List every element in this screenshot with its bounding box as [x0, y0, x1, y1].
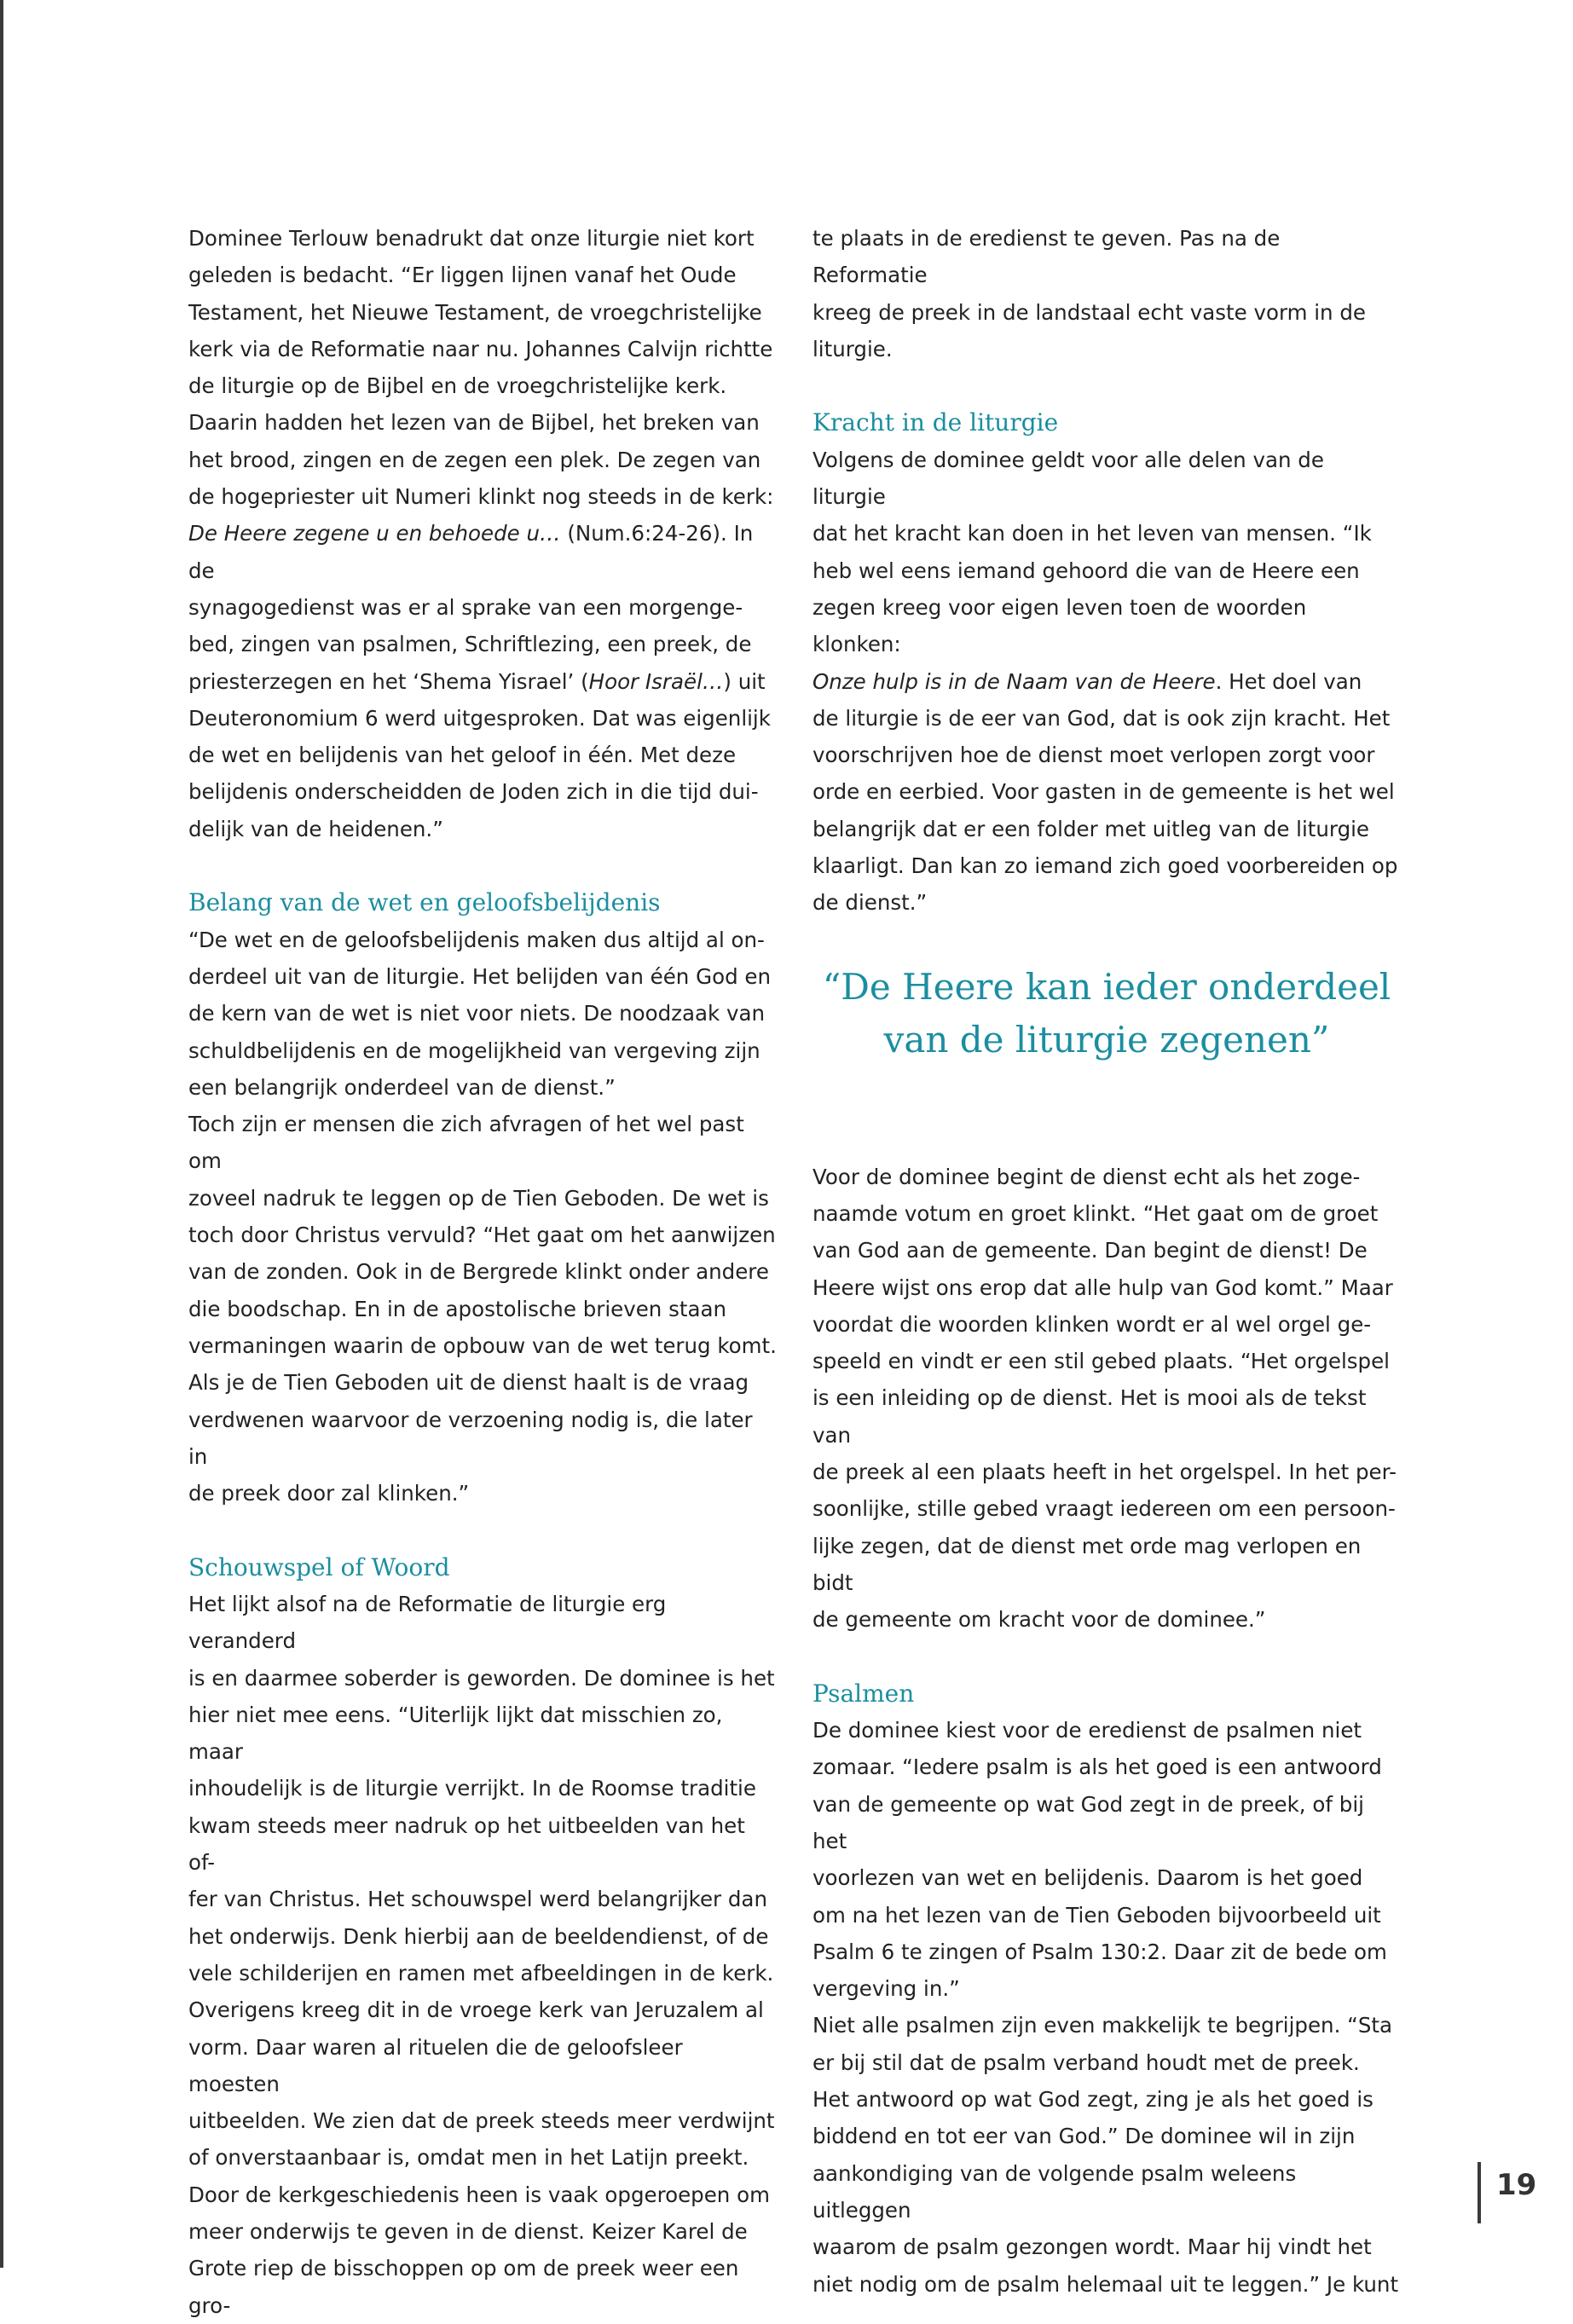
section-paragraph	[813, 442, 1401, 922]
text-line: zoveel nadruk te leggen op de Tien Geboden. De wet is	[188, 1185, 769, 1211]
text-line: Door de kerkgeschiedenis heen is vaak opgeroepen om	[188, 2182, 770, 2207]
italic-quote: Onze hulp is in de Naam van de Heere	[813, 668, 1216, 694]
section-paragraph	[813, 1159, 1401, 1639]
text-line: van de gemeente op wat God zegt in de preek, of bij het	[813, 1791, 1364, 1853]
text-span: . Het doel van	[1215, 668, 1362, 694]
text-line: De dominee kiest voor de eredienst de psalmen niet	[813, 1718, 1362, 1743]
text-line: te plaats in de eredienst te geven. Pas na de Reformatie	[813, 226, 1281, 288]
text-line: Heere wijst ons erop dat alle hulp van God komt.” Maar	[813, 1275, 1393, 1300]
text-line: Volgens de dominee geldt voor alle delen van de liturgie	[813, 447, 1324, 510]
text-line: voordat die woorden klinken wordt er al wel orgel ge-	[813, 1311, 1372, 1337]
text-line: een belangrijk onderdeel van de dienst.”	[188, 1074, 616, 1100]
text-line: het brood, zingen en de zegen een plek. De zegen van	[188, 447, 761, 472]
text-line: Testament, het Nieuwe Testament, de vroegchristelijke	[188, 299, 762, 325]
text-line: heb wel eens iemand gehoord die van de Heere een	[813, 558, 1360, 583]
text-line: Psalm 6 te zingen of Psalm 130:2. Daar zit de bede om	[813, 1939, 1387, 1964]
text-line: derdeel uit van de liturgie. Het belijden van één God en	[188, 963, 772, 989]
text-line: soonlijke, stille gebed vraagt iedereen om een persoon-	[813, 1496, 1396, 1522]
text-line: de kern van de wet is niet voor niets. De noodzaak van	[188, 1001, 766, 1026]
left-column	[188, 220, 777, 2324]
text-line: Deuteronomium 6 werd uitgesproken. Dat was eigenlijk	[188, 705, 771, 731]
text-line: delijk van de heidenen.”	[188, 816, 443, 841]
text-span: ) uit	[723, 668, 766, 694]
text-line: is en daarmee soberder is geworden. De dominee is het	[188, 1665, 775, 1691]
section-paragraph	[813, 1712, 1401, 2303]
section-paragraph	[188, 922, 777, 1512]
text-line: synagogedienst was er al sprake van een morgenge-	[188, 594, 743, 620]
text-line: Toch zijn er mensen die zich afvragen of het wel past om	[188, 1112, 744, 1174]
text-line: vergeving in.”	[813, 1976, 960, 2002]
text-line: lijke zegen, dat de dienst met orde mag verlopen en bidt	[813, 1533, 1362, 1595]
text-line: verdwenen waarvoor de verzoening nodig is, die later in	[188, 1407, 753, 1469]
text-line: of onverstaanbaar is, omdat men in het Latijn preekt.	[188, 2145, 749, 2171]
text-line: de preek door zal klinken.”	[188, 1481, 470, 1506]
section-heading: Kracht in de liturgie	[813, 408, 1059, 437]
text-line: van God aan de gemeente. Dan begint de dienst! De	[813, 1238, 1368, 1263]
text-line: schuldbelijdenis en de mogelijkheid van vergeving zijn	[188, 1038, 760, 1063]
text-line: de gemeente om kracht voor de dominee.”	[813, 1607, 1266, 1633]
continued-paragraph	[813, 220, 1401, 367]
text-line: klaarligt. Dan kan zo iemand zich goed voorbereiden op	[813, 853, 1398, 879]
text-line: de hogepriester uit Numeri klinkt nog steeds in de kerk:	[188, 484, 774, 510]
text-line: zegen kreeg voor eigen leven toen de woorden klonken:	[813, 594, 1307, 657]
pull-quote-line: van de liturgie zegenen”	[883, 1018, 1330, 1061]
text-line	[188, 663, 777, 700]
text-line: fer van Christus. Het schouwspel werd belangrijker dan	[188, 1887, 767, 1912]
text-line: dat het kracht kan doen in het leven van mensen. “Ik	[813, 521, 1372, 546]
text-line: aankondiging van de volgende psalm weleens uitleggen	[813, 2160, 1297, 2223]
italic-quote: Hoor Israël…	[588, 668, 724, 694]
text-line: de liturgie op de Bijbel en de vroegchristelijke kerk.	[188, 373, 727, 399]
text-line: belangrijk dat er een folder met uitleg van de liturgie	[813, 816, 1370, 841]
text-line: voorschrijven hoe de dienst moet verlopen zorgt voor	[813, 743, 1375, 768]
text-line: vorm. Daar waren al rituelen die de geloofsleer moesten	[188, 2034, 683, 2096]
intro-paragraph	[188, 220, 777, 847]
text-line: Niet alle psalmen zijn even makkelijk te begrijpen. “Sta	[813, 2013, 1393, 2038]
section-heading: Belang van de wet en geloofsbelijdenis	[188, 888, 661, 917]
text-line: voorlezen van wet en belijdenis. Daarom is het goed	[813, 1865, 1363, 1891]
pull-quote	[813, 961, 1401, 1067]
text-line: orde en eerbied. Voor gasten in de gemeente is het wel	[813, 779, 1395, 805]
text-span: (Num.6:24-26). In de	[188, 521, 754, 583]
text-line: meer onderwijs te geven in de dienst. Keizer Karel de	[188, 2219, 748, 2245]
text-line: geleden is bedacht. “Er liggen lijnen vanaf het Oude	[188, 263, 737, 288]
text-line: Het antwoord op wat God zegt, zing je als het goed is	[813, 2087, 1373, 2113]
text-line: Daarin hadden het lezen van de Bijbel, het breken van	[188, 410, 760, 436]
section-heading: Psalmen	[813, 1679, 915, 1708]
text-span: priesterzegen en het ‘Shema Yisrael’ (	[188, 668, 589, 694]
text-line: uitbeelden. We zien dat de preek steeds meer verdwijnt	[188, 2108, 775, 2134]
text-line: om na het lezen van de Tien Geboden bijvoorbeeld uit	[813, 1902, 1381, 1928]
text-line: het onderwijs. Denk hierbij aan de beeldendienst, of de	[188, 1923, 769, 1949]
text-line: Grote riep de bisschoppen op om de preek weer een gro-	[188, 2256, 739, 2318]
section-paragraph	[188, 1586, 777, 2324]
text-line: is een inleiding op de dienst. Het is mooi als de tekst van	[813, 1385, 1367, 1448]
page-number: 19	[1496, 2168, 1537, 2202]
text-line: de liturgie is de eer van God, dat is ook zijn kracht. Het	[813, 705, 1391, 731]
text-line: Als je de Tien Geboden uit de dienst haalt is de vraag	[188, 1370, 749, 1396]
text-line: naamde votum en groet klinkt. “Het gaat om de groet	[813, 1200, 1379, 1226]
text-line: hier niet mee eens. “Uiterlijk lijkt dat misschien zo, maar	[188, 1702, 723, 1765]
text-line: waarom de psalm gezongen wordt. Maar hij vindt het	[813, 2234, 1372, 2260]
text-line	[188, 515, 777, 589]
text-line: Voor de dominee begint de dienst echt als het zoge-	[813, 1164, 1361, 1189]
text-line: “De wet en de geloofsbelijdenis maken dus altijd al on-	[188, 927, 765, 952]
page-number-rule	[1478, 2162, 1481, 2223]
italic-quote: De Heere zegene u en behoede u…	[188, 521, 561, 546]
section-heading: Schouwspel of Woord	[188, 1552, 450, 1581]
text-line: die boodschap. En in de apostolische brieven staan	[188, 1296, 727, 1321]
right-column	[813, 220, 1401, 2303]
text-line: belijdenis onderscheidden de Joden zich in die tijd dui-	[188, 779, 759, 805]
text-line: vermaningen waarin de opbouw van de wet terug komt.	[188, 1333, 777, 1358]
text-line: de dienst.”	[813, 890, 928, 916]
text-line: er bij stil dat de psalm verband houdt met de preek.	[813, 2049, 1360, 2075]
left-edge-rule	[0, 0, 3, 2268]
text-line: toch door Christus vervuld? “Het gaat om het aanwijzen	[188, 1223, 776, 1248]
text-line: inhoudelijk is de liturgie verrijkt. In de Roomse traditie	[188, 1776, 756, 1801]
text-line: van de zonden. Ook in de Bergrede klinkt onder andere	[188, 1259, 769, 1285]
text-line: bed, zingen van psalmen, Schriftlezing, een preek, de	[188, 632, 752, 657]
text-line: zomaar. “Iedere psalm is als het goed is een antwoord	[813, 1755, 1382, 1780]
text-line: de preek al een plaats heeft in het orgelspel. In het per-	[813, 1460, 1397, 1485]
text-line: Dominee Terlouw benadrukt dat onze liturgie niet kort	[188, 226, 755, 251]
text-line: liturgie.	[813, 336, 893, 361]
text-line: kerk via de Reformatie naar nu. Johannes Calvijn richtte	[188, 336, 773, 361]
text-line: niet nodig om de psalm helemaal uit te leggen.” Je kunt	[813, 2271, 1399, 2297]
text-line: kwam steeds meer nadruk op het uitbeelden van het of-	[188, 1812, 745, 1876]
text-line	[813, 663, 1401, 700]
text-line: kreeg de preek in de landstaal echt vaste vorm in de	[813, 299, 1366, 325]
text-line: Het lijkt alsof na de Reformatie de liturgie erg veranderd	[188, 1591, 667, 1654]
text-line: vele schilderijen en ramen met afbeeldingen in de kerk.	[188, 1960, 774, 1986]
text-line: biddend en tot eer van God.” De dominee wil in zijn	[813, 2124, 1356, 2149]
text-line: speeld en vindt er een stil gebed plaats. “Het orgelspel	[813, 1349, 1390, 1374]
text-line: de wet en belijdenis van het geloof in één. Met deze	[188, 743, 737, 768]
text-line: Overigens kreeg dit in de vroege kerk van Jeruzalem al	[188, 1997, 764, 2023]
pull-quote-line: “De Heere kan ieder onderdeel	[822, 965, 1391, 1008]
